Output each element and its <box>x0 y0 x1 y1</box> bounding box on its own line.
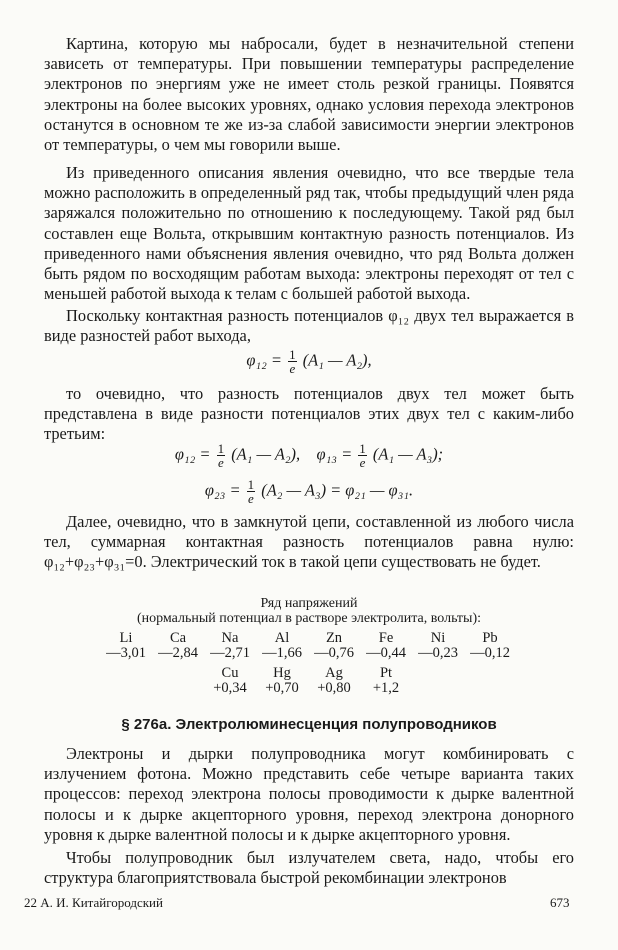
paragraph-6: Электроны и дырки полупроводника могут комбинировать с излучением фотона. Можно представить себе четыре варианта таких процессов: переход электрона полосы проводимости к дырке валентной полосы и к дырке акцепторного уровня, переход электрона донорного уровня к дырке валентной полосы и к дырке акцепторного уровня. <box>44 744 574 844</box>
table-title: Ряд напряжений <box>260 596 358 611</box>
element-symbol-0: Li <box>119 630 133 646</box>
paragraph-3: Поскольку контактная разность потенциалов φ₁₂ двух тел выражается в виде разностей работ выхода, <box>44 306 574 346</box>
potential-value-3: —1,66 <box>262 645 302 661</box>
paragraph-1: Картина, которую мы набросали, будет в незначительной степени зависеть от температуры. При повышении температуры распределение электронов по энергиям уже не имеет столь резкой границы. Появятся электроны на более высоких уровнях, однако условия перехода электронов останутся в основном те же из-за слабой зависимости энергии электронов от температуры, о чем мы говорили выше. <box>44 34 574 155</box>
formula-3: φ₂₃ = $\frac{1}{e}$ (A₂ — A₃) = φ₂₁ — φ₃₁. <box>204 477 414 506</box>
table-subtitle: (нормальный потенциал в растворе электролита, вольты): <box>136 611 482 626</box>
table-row-values-1 <box>100 645 516 662</box>
element-symbol-7: Pb <box>482 630 498 646</box>
potential-value-2-1: +0,70 <box>265 680 299 696</box>
element-symbol-2-3: Pt <box>379 665 393 681</box>
paragraph-4: то очевидно, что разность потенциалов двух тел может быть представлена в виде разности потенциалов этих двух тел с каким-либо третьим: <box>44 384 574 444</box>
formula-2: φ₁₂ = $\frac{1}{e}$ (A₁ — A₂), φ₁₃ = $\frac{1}{e}$ (A₁ — A₃); <box>174 441 444 470</box>
potential-value-7: —0,12 <box>470 645 510 661</box>
paragraph-5: Далее, очевидно, что в замкнутой цепи, составленной из любого числа тел, суммарная контактная разность потенциалов равна нулю: φ₁₂+φ₂₃+φ₃₁=0. Электрический ток в такой цепи существовать не будет. <box>44 512 574 572</box>
paragraph-2: Из приведенного описания явления очевидно, что все твердые тела можно расположить в определенный ряд так, чтобы предыдущий член ряда заряжался положительно по отношению к последующему. Такой ряд был составлен еще Вольта, открывшим контактную разность потенциалов. Из приведенного нами объяснения явления очевидно, что ряд Вольта должен быть рядом по восходящим работам выхода: электроны переходят от тел с меньшей работой выхода к телам с большей работой выхода. <box>44 163 574 304</box>
element-symbol-2-1: Hg <box>273 665 291 681</box>
table-row-values-2 <box>204 680 412 697</box>
element-symbol-3: Al <box>274 630 290 646</box>
footer-signature: 22 А. И. Китайгородский <box>24 895 163 910</box>
section-heading: § 276а. Электролюминесценция полупроводников <box>121 716 497 733</box>
element-symbol-2: Na <box>221 630 239 646</box>
potential-value-0: —3,01 <box>106 645 146 661</box>
potential-value-1: —2,84 <box>158 645 198 661</box>
potential-value-2-0: +0,34 <box>213 680 247 696</box>
potential-value-6: —0,23 <box>418 645 458 661</box>
element-symbol-5: Fe <box>378 630 394 646</box>
potential-value-2-2: +0,80 <box>317 680 351 696</box>
page-number: 673 <box>550 895 570 910</box>
potential-value-2-3: +1,2 <box>372 680 400 696</box>
element-symbol-1: Ca <box>169 630 187 646</box>
paragraph-7: Чтобы полупроводник был излучателем света, надо, чтобы его структура благоприятствовала быстрой рекомбинации электронов <box>44 848 574 888</box>
potential-value-5: —0,44 <box>366 645 406 661</box>
element-symbol-6: Ni <box>430 630 446 646</box>
potential-value-4: —0,76 <box>314 645 354 661</box>
element-symbol-2-2: Ag <box>325 665 343 681</box>
element-symbol-2-0: Cu <box>221 665 239 681</box>
potential-value-2: —2,71 <box>210 645 250 661</box>
formula-1: φ₁₂ = $\frac{1}{e}$ (A₁ — A₂), <box>246 347 372 376</box>
element-symbol-4: Zn <box>325 630 343 646</box>
